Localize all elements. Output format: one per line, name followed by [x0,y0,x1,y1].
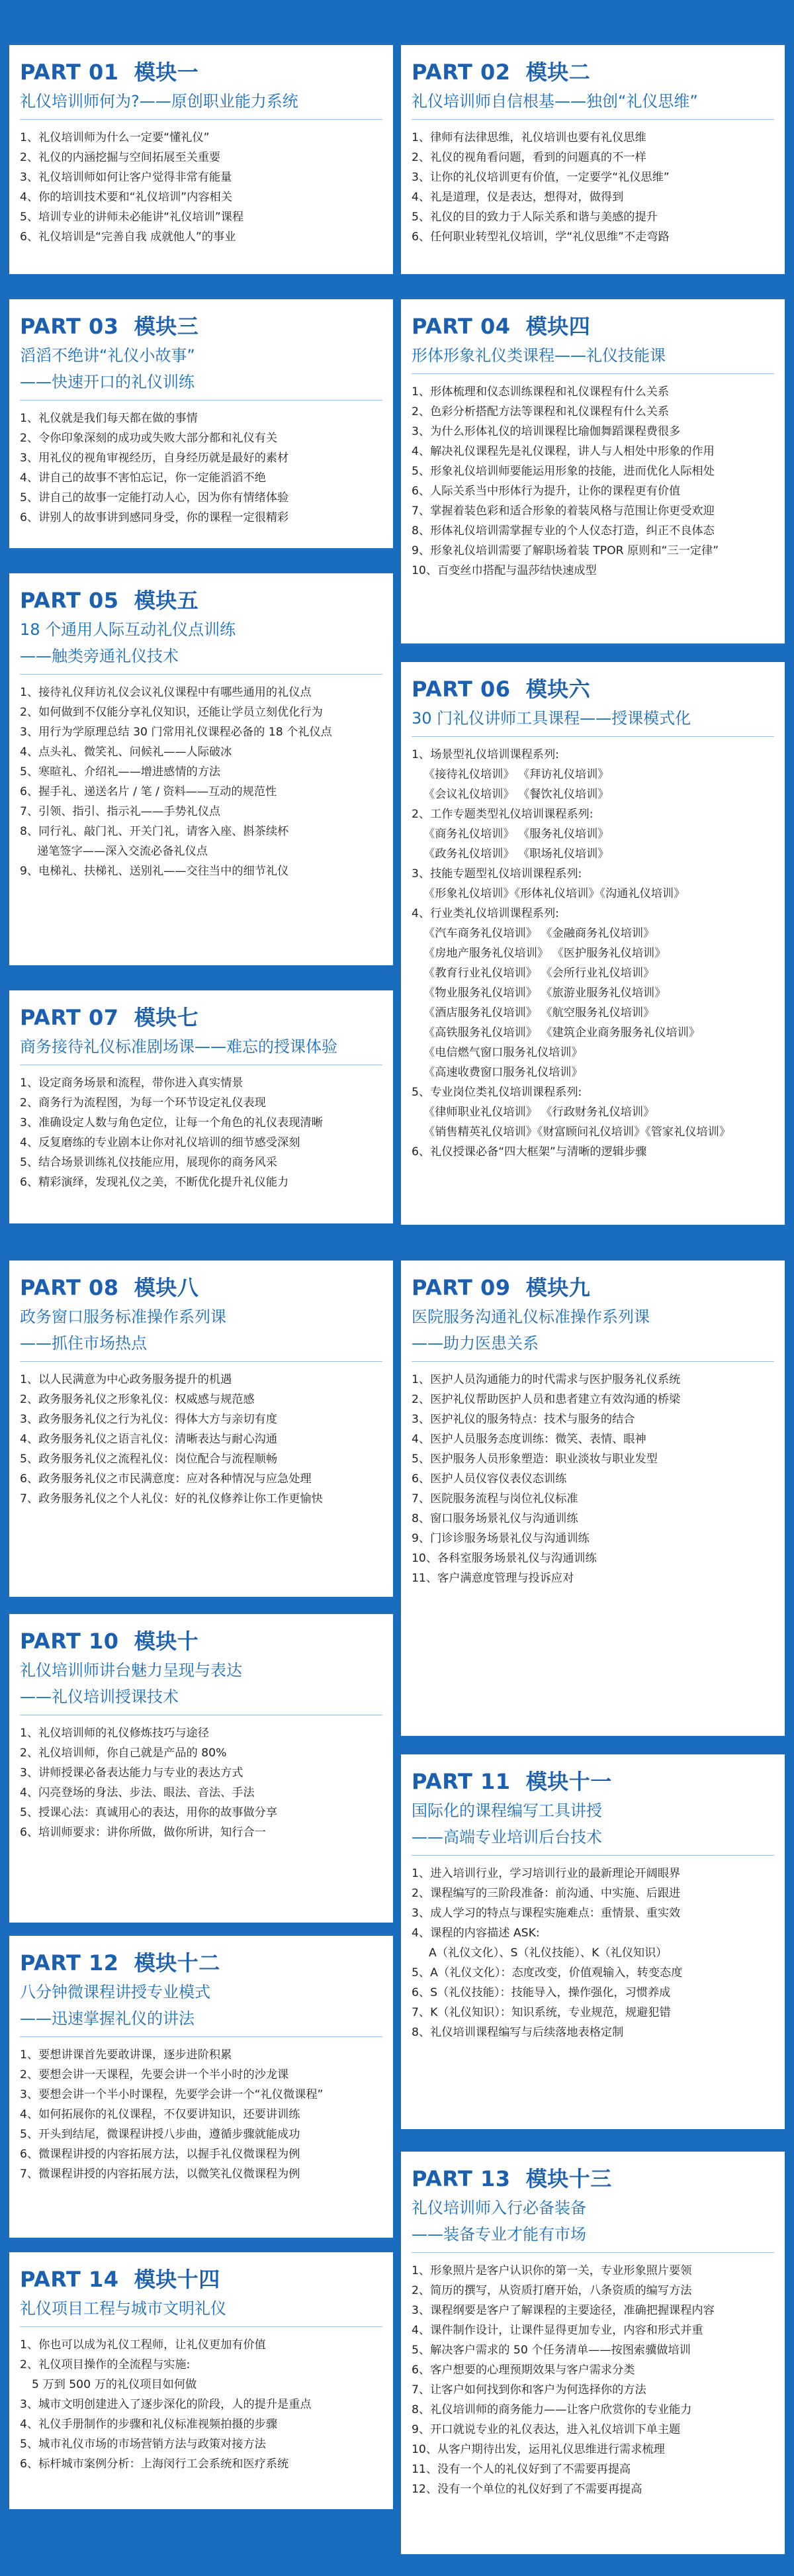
list-item: 《形象礼仪培训》《形体礼仪培训》《沟通礼仪培训》 [423,887,685,900]
list-item: 5、形象礼仪培训师要能运用形象的技能，进而优化人际相处 [412,465,715,478]
module-card-12 [9,1936,393,2238]
part-number: PART 03 [20,314,119,339]
module-name: 模块十一 [525,1769,612,1794]
list-item: 1、律师有法律思维，礼仪培训也要有礼仪思维 [412,131,646,144]
card-heading [20,56,382,86]
list-item: 7、微课程讲授的内容拓展方法，以微笑礼仪微课程为例 [20,2168,300,2181]
list-item: 2、如何做到不仅能分享礼仪知识，还能让学员立刻优化行为 [20,706,323,719]
divider [20,2326,382,2327]
list-item: 6、讲别人的故事讲到感同身受，你的课程一定很精彩 [20,511,289,524]
card-subtitle: 礼仪培训师讲台魅力呈现与表达 [20,1661,242,1680]
card-subtitle-2: ——装备专业才能有市场 [412,2225,586,2244]
list-item: 4、你的培训技术要和“礼仪培训”内容相关 [20,191,232,204]
list-item: 1、以人民满意为中心政务服务提升的机遇 [20,1373,232,1386]
list-item: 《高速收费窗口服务礼仪培训》 [423,1066,583,1079]
list-item: 2、礼仪项目操作的全流程与实施: [20,2358,191,2371]
card-subtitle: 形体形象礼仪类课程——礼仪技能课 [412,346,666,365]
card-heading [20,584,382,614]
list-item: 3、课程纲要是客户了解课程的主要途径，准确把握课程内容 [412,2304,715,2317]
module-card-02 [401,45,785,274]
part-number: PART 08 [20,1275,119,1300]
card-subtitle: 国际化的课程编写工具讲授 [412,1801,602,1820]
list-item: 4、课程的内容描述 ASK: [412,1927,540,1940]
module-name: 模块十四 [134,2267,220,2292]
divider [412,119,774,120]
list-item: 5、政务服务礼仪之流程礼仪：岗位配合与流程顺畅 [20,1453,278,1466]
list-item: 《高铁服务礼仪培训》 《建筑企业商务服务礼仪培训》 [423,1026,700,1039]
list-item: 3、城市文明创建进入了逐步深化的阶段，人的提升是重点 [20,2398,312,2411]
card-subtitle-2: ——触类旁通礼仪技术 [20,647,179,665]
list-item: 5、讲自己的故事一定能打动人心，因为你有情绪体验 [20,491,289,504]
module-name: 模块一 [134,60,199,85]
divider [20,119,382,120]
list-item: 6、S（礼仪技能）：技能导入，操作强化，习惯养成 [412,1986,671,1999]
item-list [20,408,382,528]
list-item: 9、形象礼仪培训需要了解职场着装 TPOR 原则和“三一定律” [412,544,719,557]
list-item: 6、医护人员仪容仪表仪态训练 [412,1472,567,1486]
card-subtitle-2: ——助力医患关系 [412,1334,539,1353]
divider [412,1361,774,1362]
item-list [412,128,774,247]
card-heading [412,56,774,86]
list-item: 10、从客户期待出发，运用礼仪思维进行需求梳理 [412,2443,665,2456]
list-item: 2、课程编写的三阶段准备：前沟通、中实施、后跟进 [412,1887,681,1900]
list-item: 6、人际关系当中形体行为提升，让你的课程更有价值 [412,485,681,498]
list-item: 11、没有一个人的礼仪好到了不需要再提高 [412,2463,631,2476]
list-item: 《酒店服务礼仪培训》 《航空服务礼仪培训》 [423,1006,655,1020]
list-item: 4、礼仪手册制作的步骤和礼仪标准视频拍摄的步骤 [20,2418,278,2431]
list-item: 4、医护人员服务态度训练：微笑、表情、眼神 [412,1433,646,1446]
list-item: 7、让客户如何找到你和客户为何选择你的方法 [412,2383,646,2397]
list-item: 7、引领、指引、指示礼——手势礼仪点 [20,805,221,818]
list-item: 3、用礼仪的视角审视经历，自身经历就是最好的素材 [20,452,289,465]
list-item: 7、K（礼仪知识）：知识系统，专业规范，规避犯错 [412,2006,671,2019]
list-item: 7、掌握着装色彩和适合形象的着装风格与范围让你更受欢迎 [412,504,715,518]
list-item: 2、政务服务礼仪之形象礼仪：权威感与规范感 [20,1393,255,1406]
card-heading [20,1946,382,1977]
list-item: 2、简历的撰写，从资质打磨开始，八条资质的编写方法 [412,2284,692,2297]
list-item: 《房地产服务礼仪培训》 《医护服务礼仪培训》 [423,947,666,960]
card-subtitle: 商务接待礼仪标准剧场课——难忘的授课体验 [20,1037,337,1056]
list-item: 4、闪亮登场的身法、步法、眼法、音法、手法 [20,1786,255,1799]
list-item: 5、培训专业的讲师未必能讲“礼仪培训”课程 [20,211,244,224]
item-list [20,1723,382,1842]
list-item: 1、医护人员沟通能力的时代需求与医护服务礼仪系统 [412,1373,681,1386]
module-card-10 [9,1614,393,1923]
list-item: 递笔签字——深入交流必备礼仪点 [37,845,208,858]
card-subtitle-2: ——抓住市场热点 [20,1334,147,1353]
module-name: 模块四 [525,314,591,339]
list-item: 3、用行为学原理总结 30 门常用礼仪课程必备的 18 个礼仪点 [20,726,332,739]
list-item: 2、医护礼仪帮助医护人员和患者建立有效沟通的桥梁 [412,1393,681,1406]
list-item: 2、礼仪的内涵挖掘与空间拓展至关重要 [20,151,221,164]
list-item: 6、培训师要求：讲你所做，做你所讲，知行合一 [20,1826,266,1839]
item-list [20,2335,382,2474]
list-item: 8、形体礼仪培训需掌握专业的个人仪态打造，纠正不良体态 [412,524,715,538]
part-number: PART 14 [20,2267,119,2292]
list-item: 3、准确设定人数与角色定位，让每一个角色的礼仪表现清晰 [20,1116,323,1129]
part-number: PART 11 [412,1769,511,1794]
card-subtitle: 医院服务沟通礼仪标准操作系列课 [412,1308,650,1326]
module-card-14 [9,2252,393,2509]
list-item: 5、礼仪的目的致力于人际关系和谐与美感的提升 [412,211,658,224]
part-number: PART 04 [412,314,511,339]
divider [20,1361,382,1362]
list-item: 2、工作专题类型礼仪培训课程系列: [412,808,594,821]
list-item: 9、门诊诊服务场景礼仪与沟通训练 [412,1532,590,1545]
list-item: 3、礼仪培训师如何让客户觉得非常有能量 [20,171,232,184]
list-item: 3、成人学习的特点与课程实施难点：重情景、重实效 [412,1907,681,1920]
list-item: 《商务礼仪培训》 《服务礼仪培训》 [423,828,609,841]
list-item: 5、开头到结尾，微课程讲授八步曲，遵循步骤就能成功 [20,2128,300,2141]
list-item: 《接待礼仪培训》 《拜访礼仪培训》 [423,768,609,781]
list-item: 1、设定商务场景和流程，带你进入真实情景 [20,1076,243,1090]
divider [20,2036,382,2037]
item-list [412,382,774,581]
list-item: 《教育行业礼仪培训》 《会所行业礼仪培训》 [423,967,655,980]
card-subtitle: 滔滔不绝讲“礼仪小故事” [20,346,195,365]
list-item: 1、形象照片是客户认识你的第一关，专业形象照片要领 [412,2264,692,2277]
list-item: 2、礼仪培训师，你自己就是产品的 80% [20,1746,227,1760]
part-number: PART 01 [20,60,119,85]
module-name: 模块五 [134,588,199,613]
list-item: 1、要想讲课首先要敢讲课，逐步进阶积累 [20,2048,232,2062]
list-item: 8、礼仪培训师的商务能力——让客户欣赏你的专业能力 [412,2403,692,2416]
list-item: 3、为什么形体礼仪的培训课程比瑜伽舞蹈课程费很多 [412,425,681,438]
list-item: 4、点头礼、微笑礼、问候礼——人际破冰 [20,745,232,759]
module-card-09 [401,1261,785,1736]
divider [412,2252,774,2253]
list-item: 4、讲自己的故事不害怕忘记，你一定能滔滔不绝 [20,471,266,485]
module-card-05 [9,573,393,965]
list-item: 3、技能专题型礼仪培训课程系列: [412,867,582,881]
list-item: 5、A（礼仪文化）：态度改变，价值观输入，转变态度 [412,1966,683,1980]
card-subtitle-2: ——礼仪培训授课技术 [20,1688,179,1706]
item-list [412,1864,774,2042]
divider [20,400,382,401]
list-item: 1、礼仪就是我们每天都在做的事情 [20,412,198,425]
list-item: 1、场景型礼仪培训课程系列: [412,748,559,761]
part-number: PART 02 [412,60,511,85]
list-item: 1、你也可以成为礼仪工程师，让礼仪更加有价值 [20,2338,266,2352]
item-list [412,2261,774,2499]
list-item: 4、反复磨练的专业剧本让你对礼仪培训的细节感受深刻 [20,1136,300,1149]
list-item: 2、商务行为流程图，为每一个环节设定礼仪表现 [20,1096,266,1110]
part-number: PART 07 [20,1005,119,1030]
card-subtitle: 18 个通用人际互动礼仪点训练 [20,620,236,639]
module-name: 模块九 [525,1275,591,1300]
list-item: 4、课件制作设计，让课件显得更加专业，内容和形式并重 [412,2324,703,2337]
list-item: 4、政务服务礼仪之语言礼仪：清晰表达与耐心沟通 [20,1433,278,1446]
card-subtitle: 礼仪培训师自信根基——独创“礼仪思维” [412,92,698,111]
module-name: 模块十二 [134,1950,220,1976]
card-subtitle-2: ——高端专业培训后台技术 [412,1828,602,1846]
card-heading [20,2263,382,2293]
list-item: 2、令你印象深刻的成功或失败大部分都和礼仪有关 [20,432,278,445]
module-name: 模块十 [134,1629,199,1654]
list-item: 8、同行礼、敲门礼、开关门礼，请客入座、斟茶续杯 [20,825,289,838]
list-item: 3、要想会讲一个半小时课程，先要学会讲一个“礼仪微课程” [20,2088,324,2101]
list-item: 11、客户满意度管理与投诉应对 [412,1572,574,1585]
list-item: 6、任何职业转型礼仪培训，学“礼仪思维”不走弯路 [412,230,670,244]
list-item: 1、礼仪培训师为什么一定要“懂礼仪” [20,131,210,144]
part-number: PART 13 [412,2166,511,2191]
card-heading [412,1271,774,1302]
list-item: 《律师职业礼仪培训》 《行政财务礼仪培训》 [423,1106,655,1119]
divider [412,1855,774,1856]
list-item: 5、结合场景训练礼仪技能应用，展现你的商务风采 [20,1156,278,1169]
module-card-07 [9,990,393,1223]
card-heading [20,1271,382,1302]
item-list [20,128,382,247]
list-item: 6、政务服务礼仪之市民满意度：应对各种情况与应急处理 [20,1472,312,1486]
list-item: 3、医护礼仪的服务特点：技术与服务的结合 [412,1413,635,1426]
module-name: 模块八 [134,1275,199,1300]
item-list [20,1370,382,1509]
list-item: 8、礼仪培训课程编写与后续落地表格定制 [412,2026,624,2039]
list-item: 10、各科室服务场景礼仪与沟通训练 [412,1552,597,1565]
item-list [412,745,774,1162]
module-name: 模块二 [525,60,591,85]
list-item: 5、城市礼仪市场的市场营销方法与政策对接方法 [20,2438,266,2451]
list-item: 6、握手礼、递送名片 / 笔 / 资料——互动的规范性 [20,785,277,798]
module-name: 模块七 [134,1005,199,1030]
list-item: 《销售精英礼仪培训》《财富顾问礼仪培训》《管家礼仪培训》 [423,1125,731,1139]
list-item: 《汽车商务礼仪培训》 《金融商务礼仪培训》 [423,927,655,940]
divider [412,373,774,374]
module-name: 模块十三 [525,2166,612,2191]
card-heading [412,2162,774,2193]
part-number: PART 10 [20,1629,119,1654]
list-item: 《政务礼仪培训》 《职场礼仪培训》 [423,847,609,861]
module-name: 模块六 [525,677,591,702]
module-card-06 [401,662,785,1225]
module-card-01 [9,45,393,274]
list-item: 1、进入培训行业，学习培训行业的最新理论开阔眼界 [412,1867,681,1880]
item-list [412,1370,774,1588]
card-subtitle: 礼仪项目工程与城市文明礼仪 [20,2299,226,2318]
list-item: 4、行业类礼仪培训课程系列: [412,907,559,920]
part-number: PART 05 [20,588,119,613]
list-item: 《会议礼仪培训》 《餐饮礼仪培训》 [423,788,609,801]
list-item: 6、客户想要的心理预期效果与客户需求分类 [412,2363,635,2377]
list-item: 3、让你的礼仪培训更有价值，一定要学“礼仪思维” [412,171,670,184]
module-card-08 [9,1261,393,1597]
list-item: 6、标杆城市案例分析：上海闵行工会系统和医疗系统 [20,2457,289,2471]
card-subtitle: 礼仪培训师何为?——原创职业能力系统 [20,92,298,111]
list-item: 7、政务服务礼仪之个人礼仪：好的礼仪修养让你工作更愉快 [20,1492,323,1505]
card-subtitle: 礼仪培训师入行必备装备 [412,2199,586,2217]
list-item: 6、微课程讲授的内容拓展方法，以握手礼仪微课程为例 [20,2148,300,2161]
part-number: PART 09 [412,1275,511,1300]
item-list [20,2045,382,2184]
list-item: 5、寒暄礼、介绍礼——增进感情的方法 [20,765,221,779]
list-item: 1、形体梳理和仪态训练课程和礼仪课程有什么关系 [412,385,670,399]
module-card-04 [401,299,785,644]
list-item: 7、医院服务流程与岗位礼仪标准 [412,1492,578,1505]
list-item: 5、授课心法：真诚用心的表达，用你的故事做分享 [20,1806,278,1819]
card-heading [412,673,774,703]
list-item: 9、电梯礼、扶梯礼、送别礼——交往当中的细节礼仪 [20,865,289,878]
list-item: 5、医护服务人员形象塑造：职业淡妆与职业发型 [412,1453,658,1466]
list-item: 9、开口就说专业的礼仪表达，进入礼仪培训下单主题 [412,2423,681,2436]
list-item: 8、窗口服务场景礼仪与沟通训练 [412,1512,578,1525]
card-heading [20,310,382,340]
list-item: 《物业服务礼仪培训》 《旅游业服务礼仪培训》 [423,986,666,1000]
list-item: 2、要想会讲一天课程，先要会讲一个半小时的沙龙课 [20,2068,289,2081]
list-item: 1、礼仪培训师的礼仪修炼技巧与途径 [20,1727,209,1740]
list-item: 12、没有一个单位的礼仪好到了不需要再提高 [412,2483,642,2496]
divider [20,674,382,675]
module-name: 模块三 [134,314,199,339]
card-subtitle-2: ——快速开口的礼仪训练 [20,373,195,391]
card-subtitle-2: ——迅速掌握礼仪的讲法 [20,2009,195,2028]
module-card-13 [401,2152,785,2554]
card-heading [412,310,774,340]
list-item: 6、精彩演绎，发现礼仪之美，不断优化提升礼仪能力 [20,1176,289,1189]
item-list [20,683,382,881]
list-item: 5、专业岗位类礼仪培训课程系列: [412,1086,582,1099]
part-number: PART 06 [412,677,511,702]
list-item: 5 万到 500 万的礼仪项目如何做 [32,2378,197,2391]
list-item: 6、礼仪授课必备“四大框架”与清晰的逻辑步骤 [412,1145,647,1159]
divider [412,736,774,737]
list-item: 2、色彩分析搭配方法等课程和礼仪课程有什么关系 [412,405,670,418]
list-item: 2、礼仪的视角看问题，看到的问题真的不一样 [412,151,646,164]
card-subtitle: 政务窗口服务标准操作系列课 [20,1308,226,1326]
item-list [20,1073,382,1192]
list-item: 5、解决客户需求的 50 个任务清单——按图索骥做培训 [412,2344,691,2357]
card-heading [20,1001,382,1031]
card-heading [20,1625,382,1655]
card-subtitle: 八分钟微课程讲授专业模式 [20,1983,210,2001]
list-item: 1、接待礼仪拜访礼仪会议礼仪课程中有哪些通用的礼仪点 [20,686,312,699]
part-number: PART 12 [20,1950,119,1976]
list-item: 6、礼仪培训是“完善自我 成就他人”的事业 [20,230,236,244]
list-item: 3、政务服务礼仪之行为礼仪：得体大方与亲切有度 [20,1413,278,1426]
list-item: 4、礼是道理，仪是表达，想得对，做得到 [412,191,624,204]
list-item: 4、如何拓展你的礼仪课程，不仅要讲知识，还要讲训练 [20,2108,300,2121]
card-subtitle: 30 门礼仪讲师工具课程——授课模式化 [412,709,691,728]
list-item: 4、解决礼仪课程先是礼仪课程，讲人与人相处中形象的作用 [412,445,715,458]
card-heading [412,1765,774,1795]
list-item: 3、讲师授课必备表达能力与专业的表达方式 [20,1766,243,1780]
list-item: A（礼仪文化）、S（礼仪技能）、K（礼仪知识） [429,1946,668,1960]
list-item: 10、百变丝巾搭配与温莎结快速成型 [412,564,597,577]
module-card-11 [401,1754,785,2129]
module-card-03 [9,299,393,548]
list-item: 《电信燃气窗口服务礼仪培训》 [423,1046,583,1059]
